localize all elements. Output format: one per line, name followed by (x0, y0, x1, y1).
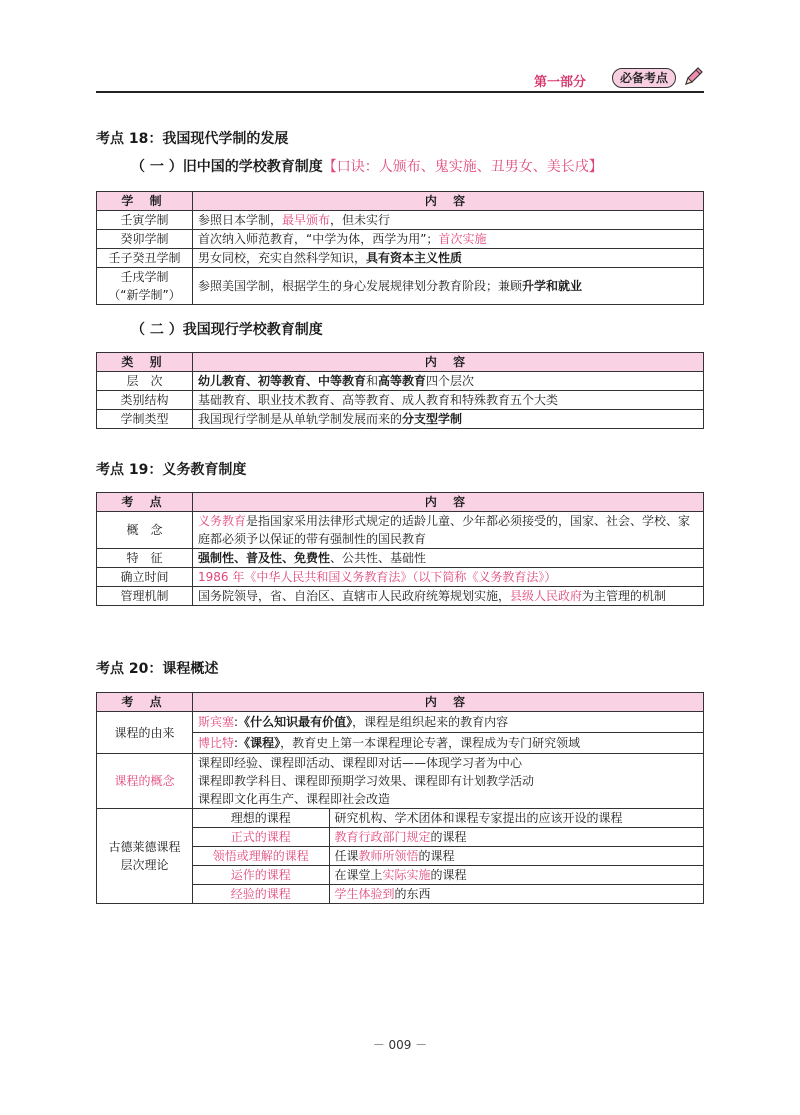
table-current-school-system (96, 352, 704, 429)
row-key-line: 古德莱德课程 (108, 840, 181, 854)
concept-line: 课程即经验、课程即活动、课程即对话——体现学习者为中心 (198, 756, 523, 770)
row-content (193, 587, 704, 606)
text: 国务院领导，省、自治区、直辖市人民政府统筹规划实施， (198, 589, 511, 603)
level-desc (329, 828, 703, 847)
level-name: 运作的课程 (193, 866, 329, 885)
level-name: 正式的课程 (193, 828, 329, 847)
table-row (97, 249, 704, 268)
row-content (193, 211, 704, 230)
row-key (97, 268, 193, 305)
text: 我国现行学制是从单轨学制发展而来的 (198, 412, 403, 426)
bold-text: 升学和就业 (522, 279, 583, 293)
text: : (234, 736, 239, 750)
text: ，教育史上第一本课程理论专著，课程成为专门研究领域 (280, 736, 581, 750)
highlight: 实际实施 (382, 868, 431, 882)
table-header: 类 别 (97, 353, 193, 372)
text: 是指国家采用法律形式规定的适龄儿童、少年都必须接受的，国家、社会、学校、家庭都必须予以保证的带有强制性的国民教育 (198, 514, 691, 546)
table-row (193, 866, 703, 885)
table-header: 内 容 (193, 192, 704, 211)
bold-text: 具有资本主义性质 (366, 251, 463, 265)
table-row (97, 754, 704, 809)
row-content (193, 809, 704, 904)
table-row (97, 512, 704, 549)
section-title-19: 考点 19：义务教育制度 (96, 462, 247, 478)
table-header: 学 制 (97, 192, 193, 211)
row-content (193, 512, 704, 549)
concept-line: 课程即文化再生产、课程即社会改造 (198, 792, 391, 806)
row-content (193, 410, 704, 429)
table-row (193, 809, 703, 828)
table-old-school-system (96, 191, 704, 305)
table-row (97, 391, 704, 410)
row-key: 概 念 (97, 512, 193, 549)
text: 的课程 (418, 849, 455, 863)
row-content (193, 549, 704, 568)
text: ，课程是组织起来的教育内容 (352, 715, 509, 729)
level-desc (329, 885, 703, 904)
highlight: 博比特 (198, 736, 235, 750)
table-curriculum-overview (96, 692, 704, 904)
bold-text: 幼儿教育、初等教育、中等教育 (198, 374, 367, 388)
bold-text: 《课程》 (238, 736, 281, 750)
row-content (193, 249, 704, 268)
table-header: 内 容 (193, 353, 704, 372)
text: 的东西 (394, 887, 431, 901)
bold-text: 分支型学制 (402, 412, 463, 426)
section-title-20: 考点 20：课程概述 (96, 661, 219, 677)
table-header: 考 点 (97, 493, 193, 512)
text: 和 (366, 374, 379, 388)
text: 参照美国学制，根据学生的身心发展规律划分教育阶段；兼顾 (198, 279, 523, 293)
highlight: 学生体验到 (334, 887, 395, 901)
row-key: 确立时间 (97, 568, 193, 587)
section-badge: 必备考点 (612, 68, 676, 88)
part-label: 第一部分 (533, 75, 586, 90)
text: 任课 (334, 849, 359, 863)
subsection-title-text: （ 一 ）旧中国的学校教育制度 (131, 159, 323, 175)
row-key: 学制类型 (97, 410, 193, 429)
subsection-title-old-china (131, 156, 603, 176)
table-row (97, 211, 704, 230)
subsection-title-current: （ 二 ）我国现行学校教育制度 (131, 322, 323, 338)
section-title-18: 考点 18：我国现代学制的发展 (96, 131, 289, 147)
header-rule (96, 91, 704, 93)
table-header: 考 点 (97, 693, 193, 712)
mnemonic: 【口诀：人颁布、鬼实施、丑男女、美长戌】 (322, 159, 603, 175)
row-key: 课程的概念 (97, 754, 193, 809)
table-compulsory-education (96, 492, 704, 606)
goodlad-levels-table (193, 809, 703, 903)
row-key: 课程的由来 (97, 712, 193, 754)
highlight: 教师所领悟 (358, 849, 419, 863)
table-row (97, 410, 704, 429)
row-content (193, 268, 704, 305)
level-desc (329, 866, 703, 885)
origin-line (193, 712, 703, 733)
row-key-line: 壬戌学制 (120, 270, 169, 284)
row-key: 层 次 (97, 372, 193, 391)
row-key: 壬子癸丑学制 (97, 249, 193, 268)
text: 的课程 (430, 868, 467, 882)
level-name: 领悟或理解的课程 (193, 847, 329, 866)
text: : (234, 715, 239, 729)
origin-line (193, 733, 703, 753)
table-row (97, 568, 704, 587)
table-row (97, 230, 704, 249)
page-number: － 009 － (372, 1038, 428, 1052)
table-row (193, 885, 703, 904)
row-key: 癸卯学制 (97, 230, 193, 249)
table-row (97, 268, 704, 305)
text: 男女同校，充实自然科学知识， (198, 251, 367, 265)
row-content: 1986 年《中华人民共和国义务教育法》（以下简称《义务教育法》） (193, 568, 704, 587)
highlight: 斯宾塞 (198, 715, 235, 729)
highlight: 最早颁布 (282, 213, 331, 227)
table-header: 内 容 (193, 493, 704, 512)
level-name: 理想的课程 (193, 809, 329, 828)
highlight: 县级人民政府 (510, 589, 583, 603)
table-row (193, 828, 703, 847)
row-key: 壬寅学制 (97, 211, 193, 230)
text: 的课程 (430, 830, 467, 844)
concept-line: 课程即教学科目、课程即预期学习效果、课程即有计划教学活动 (198, 774, 535, 788)
text: 为主管理的机制 (582, 589, 667, 603)
text: 参照日本学制， (198, 213, 283, 227)
row-key: 管理机制 (97, 587, 193, 606)
text: 首次纳入师范教育，“中学为体，西学为用”； (198, 232, 439, 246)
highlight: 首次实施 (438, 232, 487, 246)
text: 在课堂上 (334, 868, 383, 882)
row-content: 基础教育、职业技术教育、高等教育、成人教育和特殊教育五个大类 (193, 391, 704, 410)
level-desc: 研究机构、学术团体和课程专家提出的应该开设的课程 (329, 809, 703, 828)
table-row (97, 587, 704, 606)
pencil-icon (682, 66, 704, 88)
table-row (193, 847, 703, 866)
table-row (97, 549, 704, 568)
row-key: 类别结构 (97, 391, 193, 410)
row-content (193, 230, 704, 249)
table-row (97, 372, 704, 391)
text: ，但未实行 (330, 213, 391, 227)
row-key-line: （“新学制”） (108, 288, 181, 302)
row-key-line: 层次理论 (120, 858, 169, 872)
row-content (193, 754, 704, 809)
highlight: 义务教育 (198, 514, 247, 528)
table-row (97, 712, 704, 754)
row-content (193, 712, 704, 754)
bold-text: 强制性、普及性、免费性 (198, 551, 331, 565)
text: 四个层次 (426, 374, 475, 388)
bold-text: 高等教育 (378, 374, 427, 388)
level-desc (329, 847, 703, 866)
highlight: 教育行政部门规定 (334, 830, 431, 844)
table-header: 内 容 (193, 693, 704, 712)
row-key (97, 809, 193, 904)
table-row (97, 809, 704, 904)
page-header (96, 66, 704, 92)
row-content (193, 372, 704, 391)
level-name: 经验的课程 (193, 885, 329, 904)
row-key: 特 征 (97, 549, 193, 568)
bold-text: 《什么知识最有价值》 (238, 715, 353, 729)
text: 、公共性、基础性 (330, 551, 427, 565)
